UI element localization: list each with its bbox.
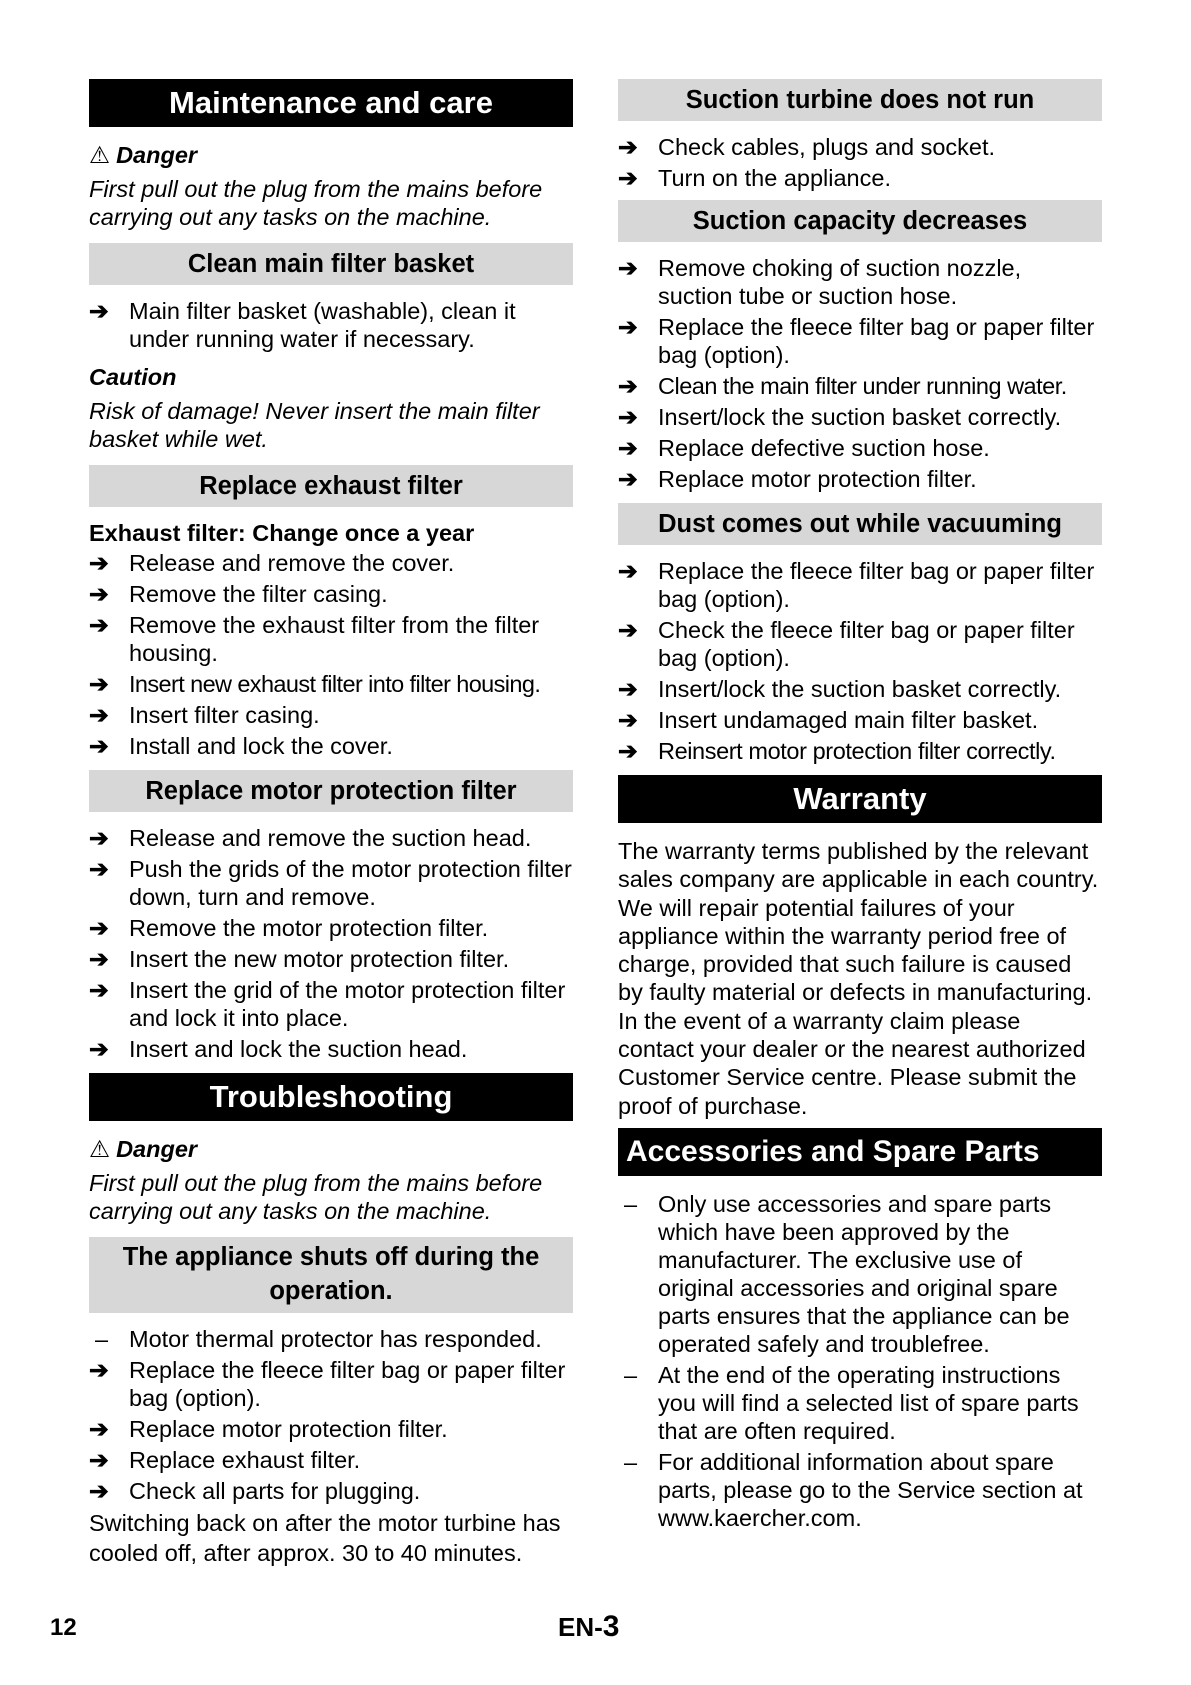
list-item-text: Insert the grid of the motor protection filter and lock it into place. bbox=[129, 977, 566, 1031]
dash-bullet: – bbox=[624, 1190, 638, 1217]
list-item-text: Remove choking of suction nozzle, suction tube or suction hose. bbox=[658, 255, 1022, 309]
warranty-text: The warranty terms published by the relevant sales company are applicable in each country. We will repair potential failures of your appliance within the warranty period free of charge, provided that such failure is caused by faulty material or defects in manufacturing. In the event of a warranty claim please contact your dealer or the nearest authorized Customer Service centre. Please submit the proof of purchase. bbox=[618, 838, 1099, 1119]
list-item bbox=[89, 945, 573, 973]
subsection-title-turbine: Suction turbine does not run bbox=[618, 79, 1102, 121]
language-page-number: 3 bbox=[602, 1610, 620, 1643]
arrow-right-icon: ➔ bbox=[89, 702, 109, 728]
list-item bbox=[89, 1325, 573, 1353]
list-item-text: At the end of the operating instructions you will find a selected list of spare parts that are often required. bbox=[658, 1361, 1079, 1444]
arrow-right-icon: ➔ bbox=[618, 435, 638, 461]
list-item-text: Only use accessories and spare parts which have been approved by the manufacturer. The exclusive use of original accessories and original spare parts ensures that the appliance can be operated safely and troublefree. bbox=[658, 1190, 1070, 1357]
subsection-title-dust: Dust comes out while vacuuming bbox=[618, 503, 1102, 545]
list-item-text: Replace motor protection filter. bbox=[129, 1416, 448, 1442]
arrow-right-icon: ➔ bbox=[618, 707, 638, 733]
list-item bbox=[618, 164, 1102, 192]
section-title-accessories: Accessories and Spare Parts bbox=[618, 1128, 1102, 1176]
motor-filter-list bbox=[89, 824, 573, 1063]
subsection-title-exhaust-filter: Replace exhaust filter bbox=[89, 465, 573, 507]
subsection-title-shutoff: The appliance shuts off during the operation. bbox=[89, 1237, 573, 1313]
arrow-right-icon: ➔ bbox=[89, 1416, 109, 1442]
subsection-title-motor-filter: Replace motor protection filter bbox=[89, 770, 573, 812]
list-item bbox=[89, 1035, 573, 1063]
subsection-title-capacity: Suction capacity decreases bbox=[618, 200, 1102, 242]
dash-bullet: – bbox=[624, 1448, 638, 1475]
arrow-right-icon: ➔ bbox=[89, 1447, 109, 1473]
arrow-right-icon: ➔ bbox=[89, 946, 109, 972]
list-item bbox=[89, 1415, 573, 1443]
list-item-text: Replace the fleece filter bag or paper filter bag (option). bbox=[658, 558, 1095, 612]
list-item bbox=[618, 372, 1102, 400]
arrow-right-icon: ➔ bbox=[89, 581, 109, 607]
shutoff-note: Switching back on after the motor turbine has cooled off, after approx. 30 to 40 minutes. bbox=[89, 1510, 561, 1566]
arrow-right-icon: ➔ bbox=[89, 1478, 109, 1504]
list-item bbox=[89, 549, 573, 577]
list-item bbox=[618, 675, 1102, 703]
list-item-text: Release and remove the cover. bbox=[129, 550, 455, 576]
arrow-right-icon: ➔ bbox=[618, 165, 638, 191]
list-item bbox=[89, 914, 573, 942]
left-column bbox=[89, 79, 573, 1568]
list-item bbox=[89, 732, 573, 760]
arrow-right-icon: ➔ bbox=[618, 314, 638, 340]
caution-label: Caution bbox=[89, 364, 177, 390]
warning-triangle-icon: ⚠ bbox=[89, 142, 111, 168]
danger-label bbox=[89, 1135, 573, 1163]
arrow-right-icon: ➔ bbox=[618, 676, 638, 702]
list-item bbox=[618, 465, 1102, 493]
arrow-right-icon: ➔ bbox=[89, 671, 109, 697]
warning-triangle-icon: ⚠ bbox=[89, 1136, 111, 1162]
list-item-text: Insert undamaged main filter basket. bbox=[658, 707, 1039, 733]
list-item bbox=[618, 434, 1102, 462]
danger-label-text: Danger bbox=[116, 142, 198, 168]
list-item bbox=[89, 701, 573, 729]
language-code: EN- bbox=[558, 1612, 603, 1642]
list-item-text: Remove the motor protection filter. bbox=[129, 915, 489, 941]
list-item bbox=[89, 611, 573, 667]
right-column bbox=[618, 79, 1102, 1542]
arrow-right-icon: ➔ bbox=[89, 915, 109, 941]
list-item-text: Replace motor protection filter. bbox=[658, 466, 977, 492]
list-item bbox=[89, 580, 573, 608]
list-item-text: Insert and lock the suction head. bbox=[129, 1036, 468, 1062]
arrow-right-icon: ➔ bbox=[618, 404, 638, 430]
list-item-text: Release and remove the suction head. bbox=[129, 825, 532, 851]
danger-label bbox=[89, 141, 573, 169]
arrow-right-icon: ➔ bbox=[89, 977, 109, 1003]
list-item bbox=[618, 1448, 1102, 1532]
list-item bbox=[618, 737, 1102, 765]
language-page-label bbox=[558, 1610, 619, 1644]
list-item-text: Replace exhaust filter. bbox=[129, 1447, 361, 1473]
section-title-maintenance: Maintenance and care bbox=[89, 79, 573, 127]
arrow-right-icon: ➔ bbox=[89, 856, 109, 882]
list-item bbox=[89, 1477, 573, 1505]
arrow-right-icon: ➔ bbox=[618, 255, 638, 281]
list-item bbox=[618, 313, 1102, 369]
list-item-text: Replace the fleece filter bag or paper filter bag (option). bbox=[129, 1357, 566, 1411]
list-item-text: Install and lock the cover. bbox=[129, 733, 393, 759]
arrow-right-icon: ➔ bbox=[618, 558, 638, 584]
arrow-right-icon: ➔ bbox=[618, 373, 638, 399]
caution-text: Risk of damage! Never insert the main filter basket while wet. bbox=[89, 398, 540, 452]
arrow-right-icon: ➔ bbox=[89, 298, 109, 324]
list-item bbox=[618, 557, 1102, 613]
list-item-text: Check cables, plugs and socket. bbox=[658, 134, 996, 160]
exhaust-subtitle: Exhaust filter: Change once a year bbox=[89, 520, 475, 546]
exhaust-filter-list bbox=[89, 549, 573, 760]
danger-text: First pull out the plug from the mains before carrying out any tasks on the machine. bbox=[89, 176, 543, 230]
list-item-text: Check the fleece filter bag or paper filter bag (option). bbox=[658, 617, 1075, 671]
list-item bbox=[89, 1356, 573, 1412]
arrow-right-icon: ➔ bbox=[618, 738, 638, 764]
section-title-troubleshooting: Troubleshooting bbox=[89, 1073, 573, 1121]
dust-list bbox=[618, 557, 1102, 765]
list-item bbox=[89, 1446, 573, 1474]
accessories-list bbox=[618, 1190, 1102, 1532]
list-item-text: Turn on the appliance. bbox=[658, 165, 891, 191]
list-item-text: For additional information about spare parts, please go to the Service section at www.kaercher.com. bbox=[658, 1448, 1083, 1531]
arrow-right-icon: ➔ bbox=[89, 550, 109, 576]
list-item bbox=[89, 824, 573, 852]
list-item bbox=[618, 133, 1102, 161]
subsection-title-clean-filter: Clean main filter basket bbox=[89, 243, 573, 285]
arrow-right-icon: ➔ bbox=[89, 1036, 109, 1062]
list-item-text: Insert filter casing. bbox=[129, 702, 320, 728]
arrow-right-icon: ➔ bbox=[618, 466, 638, 492]
page-number: 12 bbox=[50, 1614, 77, 1641]
list-item-text: Motor thermal protector has responded. bbox=[129, 1326, 542, 1352]
list-item-text: Insert/lock the suction basket correctly. bbox=[658, 676, 1062, 702]
list-item-text: Clean the main filter under running water. bbox=[658, 373, 1067, 399]
list-item-text: Insert/lock the suction basket correctly. bbox=[658, 404, 1062, 430]
list-item-text: Reinsert motor protection filter correctly. bbox=[658, 738, 1056, 764]
list-item bbox=[618, 254, 1102, 310]
list-item bbox=[618, 706, 1102, 734]
list-item-text: Remove the exhaust filter from the filter housing. bbox=[129, 612, 540, 666]
arrow-right-icon: ➔ bbox=[89, 733, 109, 759]
list-item bbox=[618, 1190, 1102, 1358]
dash-bullet: – bbox=[624, 1361, 638, 1388]
list-item bbox=[618, 616, 1102, 672]
arrow-right-icon: ➔ bbox=[618, 134, 638, 160]
shutoff-list bbox=[89, 1325, 573, 1505]
list-item bbox=[89, 976, 573, 1032]
clean-filter-list bbox=[89, 297, 573, 353]
list-item-text: Insert new exhaust filter into filter housing. bbox=[129, 671, 541, 697]
dash-bullet: – bbox=[95, 1326, 109, 1352]
capacity-list bbox=[618, 254, 1102, 493]
list-item-text: Main filter basket (washable), clean it under running water if necessary. bbox=[129, 298, 516, 352]
turbine-list bbox=[618, 133, 1102, 192]
list-item bbox=[89, 855, 573, 911]
arrow-right-icon: ➔ bbox=[89, 1357, 109, 1383]
list-item-text: Replace the fleece filter bag or paper filter bag (option). bbox=[658, 314, 1095, 368]
list-item bbox=[89, 297, 573, 353]
section-title-warranty: Warranty bbox=[618, 775, 1102, 823]
list-item-text: Remove the filter casing. bbox=[129, 581, 388, 607]
list-item-text: Push the grids of the motor protection filter down, turn and remove. bbox=[129, 856, 572, 910]
arrow-right-icon: ➔ bbox=[618, 617, 638, 643]
arrow-right-icon: ➔ bbox=[89, 825, 109, 851]
list-item bbox=[618, 1361, 1102, 1445]
list-item-text: Insert the new motor protection filter. bbox=[129, 946, 510, 972]
danger-text: First pull out the plug from the mains before carrying out any tasks on the machine. bbox=[89, 1170, 543, 1224]
list-item bbox=[618, 403, 1102, 431]
list-item-text: Replace defective suction hose. bbox=[658, 435, 990, 461]
danger-label-text: Danger bbox=[116, 1136, 198, 1162]
list-item-text: Check all parts for plugging. bbox=[129, 1478, 421, 1504]
list-item bbox=[89, 670, 573, 698]
arrow-right-icon: ➔ bbox=[89, 612, 109, 638]
